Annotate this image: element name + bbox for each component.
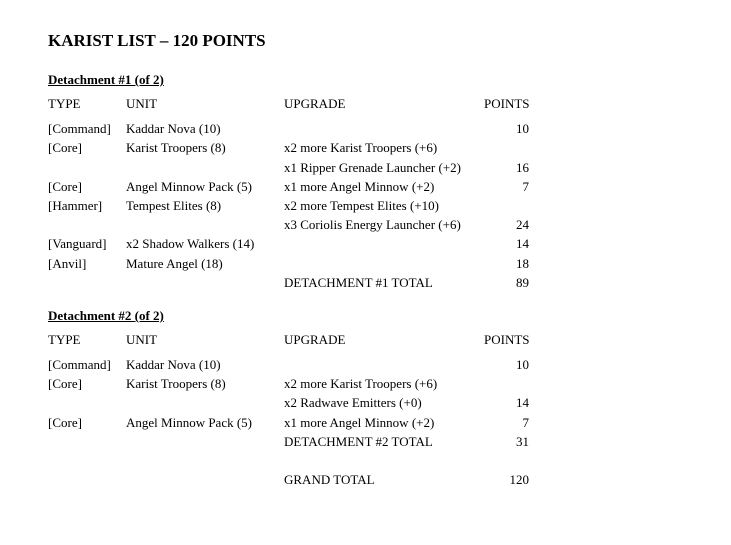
row-type: [Anvil] [48, 255, 87, 271]
row-points: 10 [516, 357, 529, 373]
table-row [48, 234, 688, 253]
total-label: DETACHMENT #2 TOTAL [284, 433, 433, 449]
row-points [484, 138, 529, 157]
detachment-1-rows [48, 119, 688, 292]
row-points [484, 374, 529, 393]
detachment-2-heading: Detachment #2 (of 2) [48, 307, 164, 323]
row-unit [126, 432, 284, 451]
table-row [48, 374, 688, 393]
detachment-2 [48, 308, 688, 451]
grand-total-label: GRAND TOTAL [284, 472, 375, 487]
row-type: [Core] [48, 376, 82, 392]
row-upgrade [284, 254, 484, 273]
row-points: 18 [516, 255, 529, 271]
table-row [48, 196, 688, 215]
table-row [48, 119, 688, 138]
table-row [48, 138, 688, 157]
row-points [484, 196, 529, 215]
row-type [48, 273, 126, 292]
row-upgrade: x2 Radwave Emitters (+0) [284, 395, 422, 411]
row-points: 7 [522, 178, 529, 194]
row-unit: Karist Troopers (8) [126, 140, 226, 156]
header-upgrade: UPGRADE [284, 96, 346, 111]
row-type: [Vanguard] [48, 236, 107, 252]
grand-total-row [48, 470, 688, 489]
row-points: 10 [516, 121, 529, 137]
header-unit: UNIT [126, 96, 158, 111]
detachment-1 [48, 72, 688, 292]
row-points: 14 [516, 236, 529, 252]
table-row [48, 177, 688, 196]
row-unit: Angel Minnow Pack (5) [126, 178, 253, 194]
row-type [48, 158, 126, 177]
row-upgrade: x2 more Tempest Elites (+10) [284, 197, 439, 213]
header-type: TYPE [48, 96, 81, 111]
row-type: [Core] [48, 140, 82, 156]
row-unit: Tempest Elites (8) [126, 197, 222, 213]
total-label: DETACHMENT #1 TOTAL [284, 274, 433, 290]
row-upgrade: x1 more Angel Minnow (+2) [284, 178, 435, 194]
detachment-1-header-row [48, 94, 688, 113]
header-upgrade: UPGRADE [284, 331, 346, 347]
header-points: POINTS [484, 96, 530, 111]
row-points: 14 [516, 395, 529, 411]
row-type: [Core] [48, 414, 82, 430]
row-type: [Hammer] [48, 197, 103, 213]
detachment-2-header-row [48, 330, 688, 349]
header-type: TYPE [48, 331, 81, 347]
table-row [48, 413, 688, 432]
detachment-2-rows [48, 355, 688, 451]
row-unit: Angel Minnow Pack (5) [126, 414, 253, 430]
row-upgrade: x3 Coriolis Energy Launcher (+6) [284, 217, 461, 233]
row-unit [126, 215, 284, 234]
table-row [48, 158, 688, 177]
row-type [48, 432, 126, 451]
row-unit: Karist Troopers (8) [126, 376, 226, 392]
row-upgrade [284, 355, 484, 374]
row-type [48, 393, 126, 412]
row-type: [Core] [48, 178, 82, 194]
row-upgrade: x2 more Karist Troopers (+6) [284, 140, 438, 156]
table-row [48, 254, 688, 273]
row-unit [126, 158, 284, 177]
detachment-1-heading: Detachment #1 (of 2) [48, 72, 164, 87]
row-unit: Kaddar Nova (10) [126, 357, 221, 373]
row-type [48, 470, 126, 489]
header-points: POINTS [484, 331, 530, 347]
row-unit [126, 393, 284, 412]
list-title: KARIST LIST – 120 POINTS [48, 31, 266, 50]
row-points: 24 [516, 217, 529, 233]
row-upgrade: x1 Ripper Grenade Launcher (+2) [284, 159, 461, 175]
row-type: [Command] [48, 357, 111, 373]
total-points: 31 [516, 433, 529, 449]
row-type [48, 215, 126, 234]
row-unit: Mature Angel (18) [126, 255, 223, 271]
row-unit: x2 Shadow Walkers (14) [126, 236, 255, 252]
total-points: 89 [516, 274, 529, 290]
table-row [48, 215, 688, 234]
row-type: [Command] [48, 121, 111, 137]
detachment-1-total-row [48, 273, 688, 292]
row-unit: Kaddar Nova (10) [126, 121, 221, 137]
row-upgrade: x1 more Angel Minnow (+2) [284, 414, 435, 430]
header-unit: UNIT [126, 331, 158, 347]
row-points: 16 [516, 159, 529, 175]
detachment-2-total-row [48, 432, 688, 451]
row-unit [126, 470, 284, 489]
table-row [48, 355, 688, 374]
row-points: 7 [522, 414, 529, 430]
row-unit [126, 273, 284, 292]
row-upgrade [284, 119, 484, 138]
row-upgrade: x2 more Karist Troopers (+6) [284, 376, 438, 392]
row-upgrade [284, 234, 484, 253]
grand-total-points: 120 [509, 472, 529, 487]
table-row [48, 393, 688, 412]
document-page [48, 30, 688, 489]
